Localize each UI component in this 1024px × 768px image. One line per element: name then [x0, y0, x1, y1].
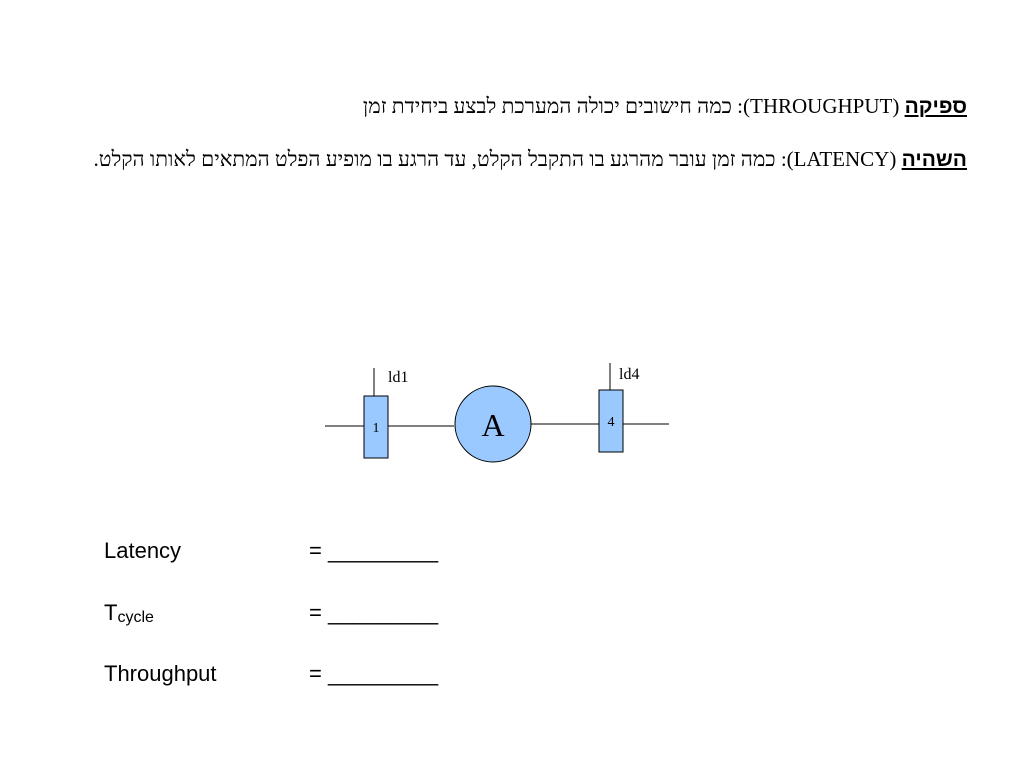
latency-label: Latency — [104, 538, 182, 563]
latency-blank: = _________ — [309, 538, 439, 563]
right-register-delay: ld4 — [619, 366, 640, 383]
throughput-label: Throughput — [104, 661, 217, 686]
tcycle-label — [104, 600, 154, 627]
left-register-delay: ld1 — [388, 369, 409, 386]
throughput-definition — [67, 94, 967, 119]
pipeline-diagram — [320, 358, 680, 468]
unit-label: A — [481, 407, 505, 443]
latency-term: השהיה — [901, 148, 967, 171]
latency-definition — [17, 147, 967, 172]
left-register-label: 1 — [372, 421, 380, 436]
latency-text: : כמה זמן עובר מהרגע בו התקבל הקלט, עד הרגע בו מופיע הפלט המתאים לאותו הקלט. — [93, 147, 787, 171]
latency-latin: (LATENCY) — [786, 147, 897, 171]
tcycle-label-main: T — [104, 600, 118, 625]
throughput-latin: (THROUGHPUT) — [743, 94, 900, 118]
throughput-blank: = _________ — [309, 661, 439, 686]
throughput-text: : כמה חישובים יכולה המערכת לבצע ביחידת זמן — [362, 94, 743, 118]
right-register-label: 4 — [607, 415, 615, 430]
tcycle-blank: = _________ — [309, 600, 439, 625]
tcycle-label-sub: cycle — [117, 609, 154, 626]
throughput-term: ספיקה — [904, 95, 967, 118]
